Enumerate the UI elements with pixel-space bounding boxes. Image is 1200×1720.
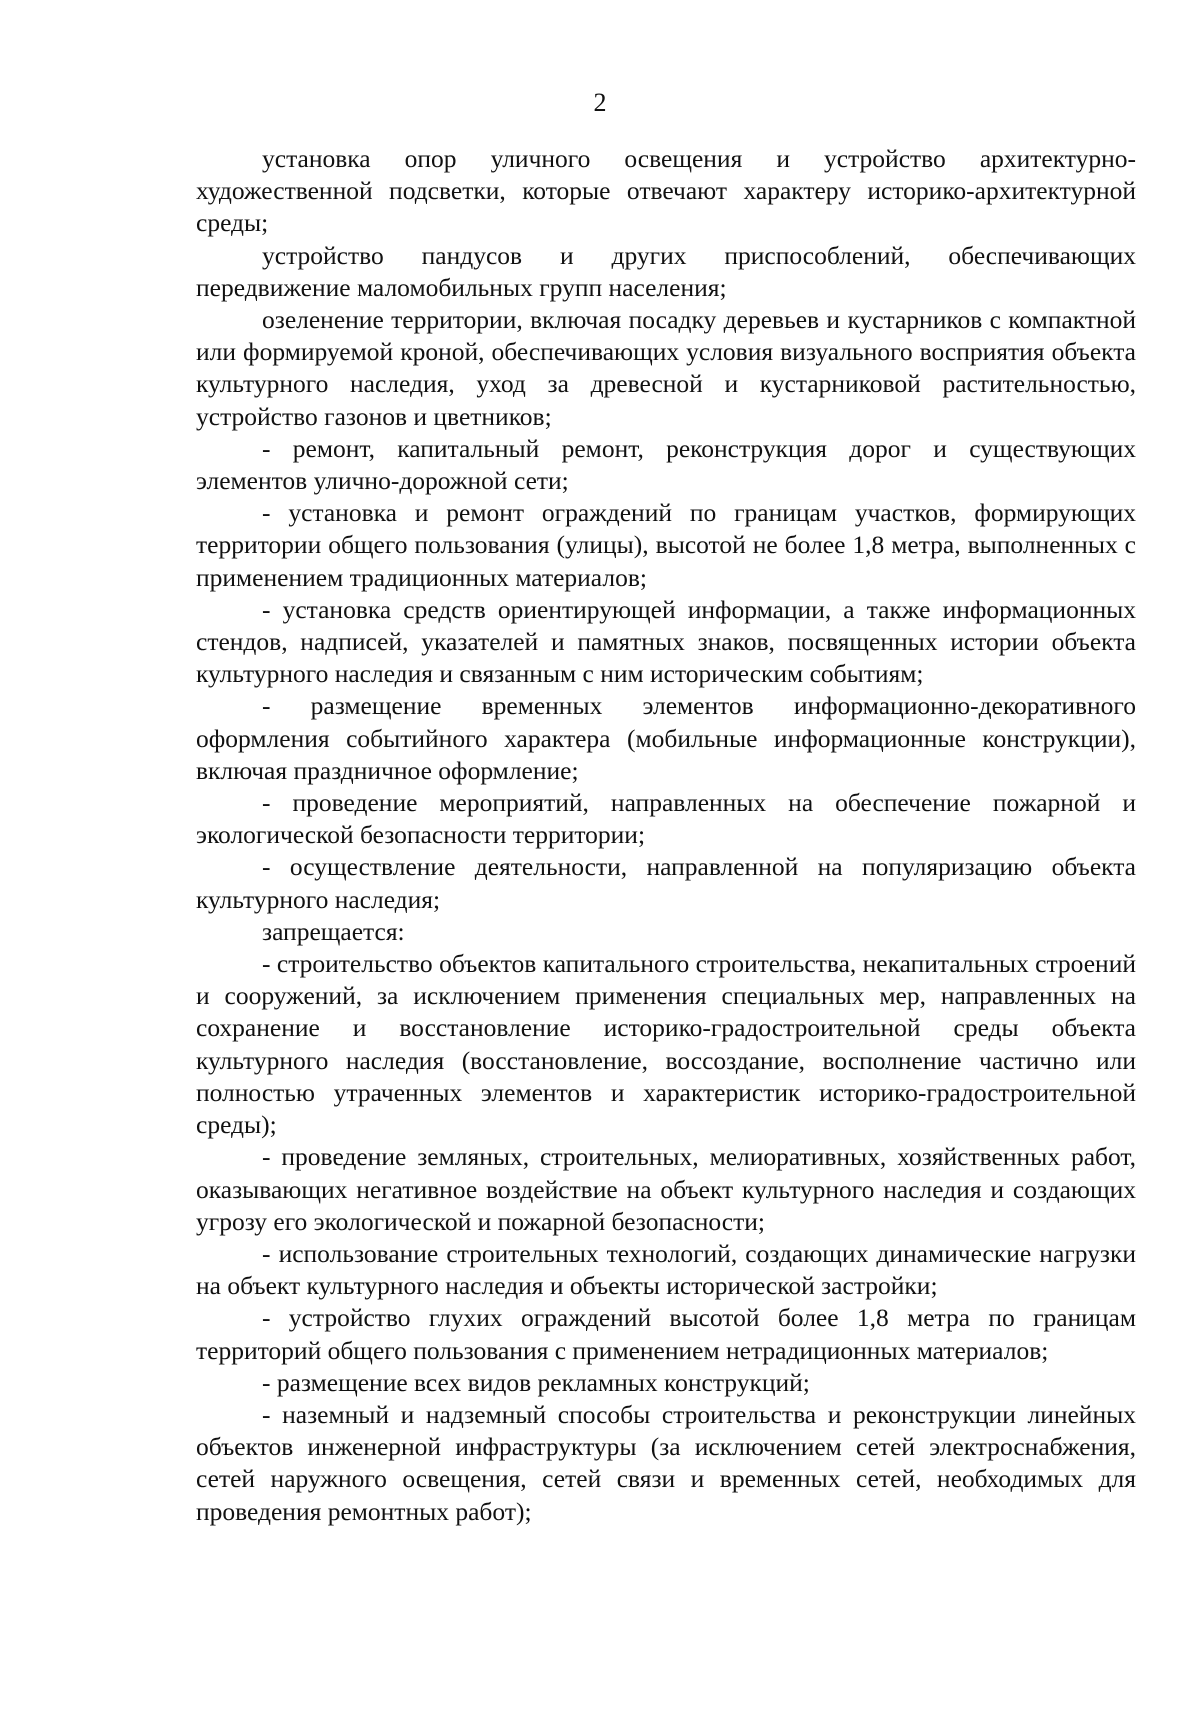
paragraph-construction-ban: - строительство объектов капитального строительства, некапитальных строений и сооружений, за исключением применения специальных мер, направленных на сохранение и восстановление историко-градостроительной среды объекта культурного наследия (восстановление, воссоздание, восполнение частично или полностью утраченных элементов и характеристик историко-градостроительной среды);: [196, 949, 1136, 1140]
paragraph-linear-objects-ban: - наземный и надземный способы строительства и реконструкции линейных объектов инженерной инфраструктуры (за исключением сетей электроснабжения, сетей наружного освещения, сетей связи и временных сетей, необходимых для проведения ремонтных работ);: [196, 1399, 1136, 1526]
paragraph-landscaping: озеленение территории, включая посадку деревьев и кустарников с компактной или формируемой кроной, обеспечивающих условия визуального восприятия объекта культурного наследия, уход за древесной и кустарниковой растительностью, устройство газонов и цветников;: [196, 305, 1136, 431]
paragraph-popularization: - осуществление деятельности, направленной на популяризацию объекта культурного наследия;: [196, 852, 1136, 914]
paragraph-street-lighting: установка опор уличного освещения и устройство архитектурно-художественной подсветки, которые отвечают характеру историко-архитектурной среды;: [196, 144, 1136, 238]
paragraph-orientation-info: - установка средств ориентирующей информации, а также информационных стендов, надписей, указателей и памятных знаков, посвященных истории объекта культурного наследия и связанным с ним историческим событиям;: [196, 594, 1136, 689]
paragraph-dynamic-loads-ban: - использование строительных технологий, создающих динамические нагрузки на объект культурного наследия и объекты исторической застройки;: [196, 1238, 1136, 1301]
paragraph-ramps: устройство пандусов и других приспособлений, обеспечивающих передвижение маломобильных групп населения;: [196, 240, 1136, 302]
paragraph-solid-fences-ban: - устройство глухих ограждений высотой более 1,8 метра по границам территорий общего пользования с применением нетрадиционных материалов;: [196, 1303, 1136, 1365]
document-body: [196, 143, 1136, 1528]
paragraph-safety-measures: - проведение мероприятий, направленных на обеспечение пожарной и экологической безопасности территории;: [196, 788, 1136, 850]
paragraph-earthworks-ban: - проведение земляных, строительных, мелиоративных, хозяйственных работ, оказывающих негативное воздействие на объект культурного наследия и создающих угрозу его экологической и пожарной безопасности;: [196, 1142, 1136, 1236]
paragraph-temporary-decor: - размещение временных элементов информационно-декоративного оформления событийного характера (мобильные информационные конструкции), включая праздничное оформление;: [196, 691, 1136, 785]
paragraph-advertising-ban: - размещение всех видов рекламных конструкций;: [262, 1367, 810, 1397]
paragraph-road-repair: - ремонт, капитальный ремонт, реконструкция дорог и существующих элементов улично-дорожной сети;: [196, 433, 1136, 496]
paragraph-fences: - установка и ремонт ограждений по границам участков, формирующих территории общего пользования (улицы), высотой не более 1,8 метра, выполненных с применением традиционных материалов;: [196, 498, 1136, 592]
page-number: 2: [593, 88, 607, 117]
paragraph-prohibited-heading: запрещается:: [262, 916, 405, 946]
